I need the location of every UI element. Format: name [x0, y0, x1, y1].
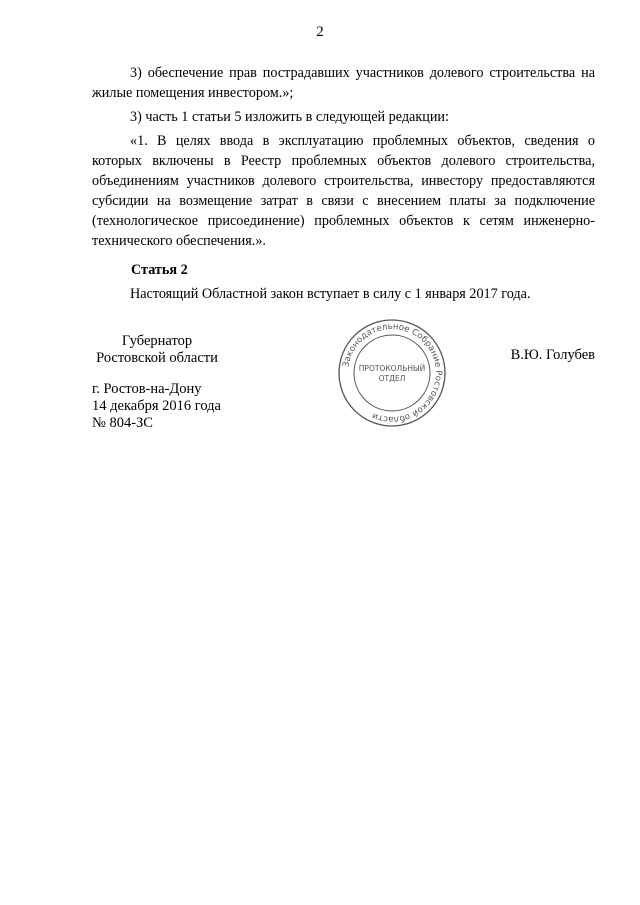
- svg-text:ПРОТОКОЛЬНЫЙ: ПРОТОКОЛЬНЫЙ: [358, 364, 426, 373]
- paragraph-amend-article5: 3) часть 1 статьи 5 изложить в следующей редакции:: [130, 109, 449, 125]
- article-text: Настоящий Областной закон вступает в силу с 1 января 2017 года.: [130, 286, 531, 302]
- signatory-name: В.Ю. Голубев: [510, 347, 595, 363]
- official-stamp: [337, 318, 447, 428]
- document-meta: [92, 381, 221, 432]
- document-place: г. Ростов-на-Дону: [92, 381, 202, 397]
- paragraph-item-3-cont: 3) обеспечение прав пострадавших участников долевого строительства на жилые помещения инвестором.»;: [92, 65, 595, 101]
- svg-text:Законодательное Собрание Росто: Законодательное Собрание Ростовской области: [341, 321, 444, 425]
- svg-text:ОТДЕЛ: ОТДЕЛ: [378, 374, 406, 383]
- signature-title-line1: Губернатор: [121, 333, 193, 349]
- article-heading: Статья 2: [131, 262, 188, 278]
- paragraph-new-text: «1. В целях ввода в эксплуатацию проблемных объектов, сведения о которых включены в Реестр проблемных объектов долевого строительства, объединениям участников долевого строительства, инвестору предоставляются субсидии на возмещение затрат в связи с внесением платы за подключение (технологическое присоединение) проблемных объектов к сетям инженерно-технического обеспечения.».: [92, 133, 595, 249]
- page-number: 2: [316, 24, 324, 40]
- document-number: № 804-ЗС: [92, 415, 153, 431]
- signature-title-line2: Ростовской области: [96, 350, 218, 366]
- document-date: 14 декабря 2016 года: [92, 398, 221, 414]
- signature-title: [92, 333, 222, 367]
- stamp-seal-icon: [337, 318, 447, 428]
